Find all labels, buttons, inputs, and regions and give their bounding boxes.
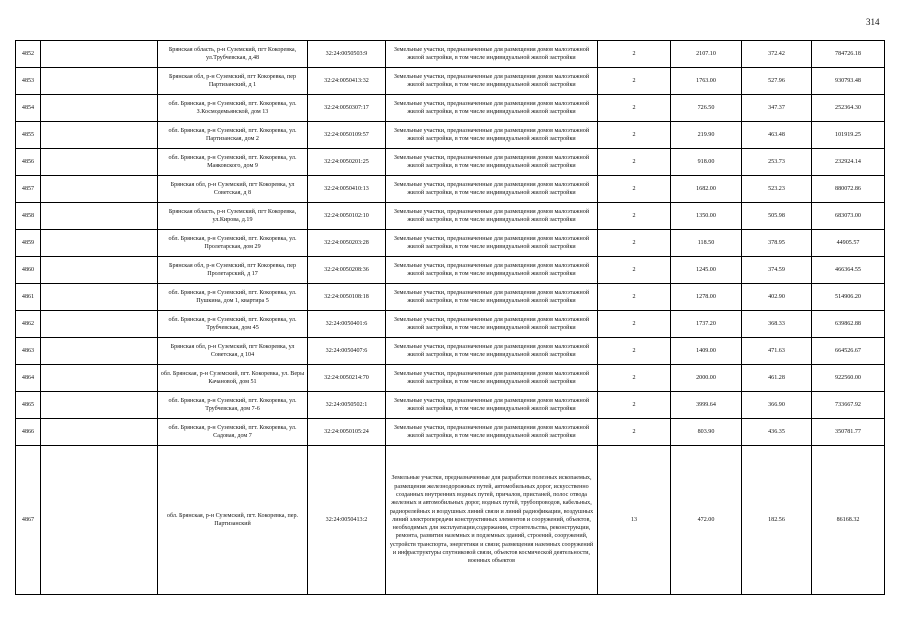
cadastral-number-cell: 32:24:0050102:10 xyxy=(308,203,386,230)
area-cell: 1409.00 xyxy=(671,338,742,365)
group-cell: 2 xyxy=(598,311,671,338)
cadastral-value-cell: 784726.18 xyxy=(812,41,885,68)
blank-cell xyxy=(41,365,158,392)
cadastral-number-cell: 32:24:0050203:28 xyxy=(308,230,386,257)
area-cell: 1245.00 xyxy=(671,257,742,284)
cadastral-value-cell: 252364.30 xyxy=(812,95,885,122)
land-use-cell: Земельные участки, предназначенные для размещения домов малоэтажной жилой застройки, в том числе индивидуальной жилой застройки xyxy=(386,176,598,203)
unit-value-cell: 461.28 xyxy=(742,365,812,392)
land-use-cell: Земельные участки, предназначенные для размещения домов малоэтажной жилой застройки, в том числе индивидуальной жилой застройки xyxy=(386,311,598,338)
cadastral-number-cell: 32:24:0050201:25 xyxy=(308,149,386,176)
area-cell: 2000.00 xyxy=(671,365,742,392)
land-use-cell: Земельные участки, предназначенные для размещения домов малоэтажной жилой застройки, в том числе индивидуальной жилой застройки xyxy=(386,230,598,257)
table-body xyxy=(16,41,885,595)
row-number: 4859 xyxy=(16,230,41,257)
unit-value-cell: 368.33 xyxy=(742,311,812,338)
unit-value-cell: 402.90 xyxy=(742,284,812,311)
table-row xyxy=(16,176,885,203)
table-row xyxy=(16,284,885,311)
blank-cell xyxy=(41,203,158,230)
address-cell: обл. Брянская, р-н Суземский, пгт. Кокоревка, ул. Маяковского, дом 9 xyxy=(158,149,308,176)
land-use-cell: Земельные участки, предназначенные для размещения домов малоэтажной жилой застройки, в том числе индивидуальной жилой застройки xyxy=(386,338,598,365)
cadastral-value-cell: 350781.77 xyxy=(812,419,885,446)
group-cell: 2 xyxy=(598,365,671,392)
group-cell: 2 xyxy=(598,122,671,149)
address-cell: Брянская обл, р-н Суземский, пгт Кокоревка, пер Пролетарский, д 17 xyxy=(158,257,308,284)
table-row xyxy=(16,419,885,446)
table-row xyxy=(16,68,885,95)
group-cell: 2 xyxy=(598,284,671,311)
unit-value-cell: 471.63 xyxy=(742,338,812,365)
cadastral-value-cell: 922560.00 xyxy=(812,365,885,392)
area-cell: 726.50 xyxy=(671,95,742,122)
row-number: 4861 xyxy=(16,284,41,311)
blank-cell xyxy=(41,230,158,257)
group-cell: 2 xyxy=(598,176,671,203)
land-use-cell: Земельные участки, предназначенные для размещения домов малоэтажной жилой застройки, в том числе индивидуальной жилой застройки xyxy=(386,284,598,311)
address-cell: Брянская обл, р-н Суземский, пгт Кокоревка, ул Советская, д 104 xyxy=(158,338,308,365)
cadastral-value-cell: 639862.88 xyxy=(812,311,885,338)
cadastral-number-cell: 32:24:0050407:6 xyxy=(308,338,386,365)
cadastral-number-cell: 32:24:0050307:17 xyxy=(308,95,386,122)
area-cell: 1682.00 xyxy=(671,176,742,203)
group-cell: 2 xyxy=(598,95,671,122)
address-cell: Брянская обл, р-н Суземский, пгт Кокоревка, ул Советская, д 8 xyxy=(158,176,308,203)
group-cell: 2 xyxy=(598,419,671,446)
group-cell: 2 xyxy=(598,338,671,365)
table-row xyxy=(16,95,885,122)
unit-value-cell: 372.42 xyxy=(742,41,812,68)
blank-cell xyxy=(41,149,158,176)
address-cell: обл. Брянская, р-н Суземский, пгт. Кокоревка, пер. Партизанский xyxy=(158,446,308,595)
cadastral-value-cell: 664526.67 xyxy=(812,338,885,365)
area-cell: 219.90 xyxy=(671,122,742,149)
land-use-cell: Земельные участки, предназначенные для размещения домов малоэтажной жилой застройки, в том числе индивидуальной жилой застройки xyxy=(386,419,598,446)
unit-value-cell: 505.98 xyxy=(742,203,812,230)
table-row xyxy=(16,203,885,230)
area-cell: 1737.20 xyxy=(671,311,742,338)
group-cell: 2 xyxy=(598,41,671,68)
blank-cell xyxy=(41,176,158,203)
unit-value-cell: 378.95 xyxy=(742,230,812,257)
group-cell: 2 xyxy=(598,203,671,230)
cadastral-value-cell: 514906.20 xyxy=(812,284,885,311)
area-cell: 1763.00 xyxy=(671,68,742,95)
address-cell: Брянская обл, р-н Суземский, пгт Кокоревка, пер Партизанский, д 1 xyxy=(158,68,308,95)
land-use-cell: Земельные участки, предназначенные для размещения домов малоэтажной жилой застройки, в том числе индивидуальной жилой застройки xyxy=(386,149,598,176)
unit-value-cell: 347.37 xyxy=(742,95,812,122)
row-number: 4867 xyxy=(16,446,41,595)
group-cell: 2 xyxy=(598,392,671,419)
cadastral-number-cell: 32:24:0050105:24 xyxy=(308,419,386,446)
group-cell: 2 xyxy=(598,257,671,284)
table-row xyxy=(16,365,885,392)
table-row xyxy=(16,41,885,68)
area-cell: 472.00 xyxy=(671,446,742,595)
blank-cell xyxy=(41,95,158,122)
cadastral-value-cell: 44905.57 xyxy=(812,230,885,257)
area-cell: 3999.64 xyxy=(671,392,742,419)
row-number: 4852 xyxy=(16,41,41,68)
address-cell: обл. Брянская, р-н Суземский, пгт. Кокоревка, ул. Веры Качановой, дом 51 xyxy=(158,365,308,392)
land-use-cell: Земельные участки, предназначенные для размещения домов малоэтажной жилой застройки, в том числе индивидуальной жилой застройки xyxy=(386,392,598,419)
row-number: 4856 xyxy=(16,149,41,176)
group-cell: 2 xyxy=(598,68,671,95)
land-use-cell: Земельные участки, предназначенные для размещения домов малоэтажной жилой застройки, в том числе индивидуальной жилой застройки xyxy=(386,365,598,392)
cadastral-number-cell: 32:24:0050108:18 xyxy=(308,284,386,311)
cadastral-value-cell: 930793.48 xyxy=(812,68,885,95)
blank-cell xyxy=(41,68,158,95)
land-use-cell: Земельные участки, предназначенные для размещения домов малоэтажной жилой застройки, в том числе индивидуальной жилой застройки xyxy=(386,41,598,68)
group-cell: 2 xyxy=(598,149,671,176)
address-cell: обл. Брянская, р-н Суземский, пгт. Кокоревка, ул. З.Космодемьянской, дом 13 xyxy=(158,95,308,122)
table-row xyxy=(16,149,885,176)
table-row xyxy=(16,338,885,365)
unit-value-cell: 523.23 xyxy=(742,176,812,203)
group-cell: 2 xyxy=(598,230,671,257)
row-number: 4854 xyxy=(16,95,41,122)
unit-value-cell: 374.59 xyxy=(742,257,812,284)
cadastral-value-cell: 101919.25 xyxy=(812,122,885,149)
row-number: 4858 xyxy=(16,203,41,230)
unit-value-cell: 182.56 xyxy=(742,446,812,595)
cadastral-number-cell: 32:24:0050109:57 xyxy=(308,122,386,149)
cadastral-value-cell: 733667.92 xyxy=(812,392,885,419)
cadastral-value-cell: 86168.32 xyxy=(812,446,885,595)
area-cell: 918.00 xyxy=(671,149,742,176)
address-cell: Брянская область, р-н Суземский, пгт Кокоревка, ул.Кирова, д.19 xyxy=(158,203,308,230)
blank-cell xyxy=(41,392,158,419)
cadastral-number-cell: 32:24:0050214:70 xyxy=(308,365,386,392)
land-use-cell: Земельные участки, предназначенные для размещения домов малоэтажной жилой застройки, в том числе индивидуальной жилой застройки xyxy=(386,203,598,230)
address-cell: обл. Брянская, р-н Суземский, пгт. Кокоревка, ул. Садовая, дом 7 xyxy=(158,419,308,446)
blank-cell xyxy=(41,446,158,595)
unit-value-cell: 253.73 xyxy=(742,149,812,176)
area-cell: 803.90 xyxy=(671,419,742,446)
land-use-cell: Земельные участки, предназначенные для размещения домов малоэтажной жилой застройки, в том числе индивидуальной жилой застройки xyxy=(386,257,598,284)
cadastral-value-cell: 683073.00 xyxy=(812,203,885,230)
group-cell: 13 xyxy=(598,446,671,595)
area-cell: 1350.00 xyxy=(671,203,742,230)
land-use-cell: Земельные участки, предназначенные для разработки полезных ископаемых, размещения железнодорожных путей, автомобильных дорог, искусственно созданных внутренних водных путей, причалов, пристаней, полос отвода железных и автомобильных дорог, водных путей, трубопроводов, кабельных, радиорелейных и воздушных линий связи и линий радиофикации, воздушных линий электропередачи конструктивных элементов и сооружений, объектов, необходимых для эксплуатации,содержания, строительства, реконструкции, ремонта, развития наземных и подземных зданий, строений, сооружений, устройств транспорта, энергетики и связи; размещения наземных сооружений и инфраструктуры спутниковой связи, объектов космической деятельности, военных объектов xyxy=(386,446,598,595)
row-number: 4864 xyxy=(16,365,41,392)
unit-value-cell: 463.48 xyxy=(742,122,812,149)
cadastral-number-cell: 32:24:0050413:2 xyxy=(308,446,386,595)
blank-cell xyxy=(41,419,158,446)
blank-cell xyxy=(41,311,158,338)
land-registry-table xyxy=(15,40,885,595)
cadastral-number-cell: 32:24:0050502:1 xyxy=(308,392,386,419)
row-number: 4853 xyxy=(16,68,41,95)
table-row xyxy=(16,446,885,595)
address-cell: обл. Брянская, р-н Суземский, пгт. Кокоревка, ул. Трубчевская, дом 45 xyxy=(158,311,308,338)
blank-cell xyxy=(41,338,158,365)
blank-cell xyxy=(41,284,158,311)
row-number: 4866 xyxy=(16,419,41,446)
area-cell: 2107.10 xyxy=(671,41,742,68)
area-cell: 1278.00 xyxy=(671,284,742,311)
blank-cell xyxy=(41,41,158,68)
table-row xyxy=(16,257,885,284)
row-number: 4863 xyxy=(16,338,41,365)
cadastral-value-cell: 880072.86 xyxy=(812,176,885,203)
address-cell: обл. Брянская, р-н Суземский, пгт. Кокоревка, ул. Партизанская, дом 2 xyxy=(158,122,308,149)
row-number: 4865 xyxy=(16,392,41,419)
address-cell: обл. Брянская, р-н Суземский, пгт. Кокоревка, ул. Пушкина, дом 1, квартира 5 xyxy=(158,284,308,311)
address-cell: обл. Брянская, р-н Суземский, пгт. Кокоревка, ул. Трубчевская, дом 7-6 xyxy=(158,392,308,419)
area-cell: 118.50 xyxy=(671,230,742,257)
unit-value-cell: 366.90 xyxy=(742,392,812,419)
table-row xyxy=(16,311,885,338)
blank-cell xyxy=(41,257,158,284)
cadastral-number-cell: 32:24:0050401:6 xyxy=(308,311,386,338)
unit-value-cell: 436.35 xyxy=(742,419,812,446)
address-cell: обл. Брянская, р-н Суземский, пгт. Кокоревка, ул. Пролетарская, дом 29 xyxy=(158,230,308,257)
land-use-cell: Земельные участки, предназначенные для размещения домов малоэтажной жилой застройки, в том числе индивидуальной жилой застройки xyxy=(386,68,598,95)
land-use-cell: Земельные участки, предназначенные для размещения домов малоэтажной жилой застройки, в том числе индивидуальной жилой застройки xyxy=(386,95,598,122)
row-number: 4857 xyxy=(16,176,41,203)
cadastral-value-cell: 232924.14 xyxy=(812,149,885,176)
table-row xyxy=(16,230,885,257)
cadastral-value-cell: 466364.55 xyxy=(812,257,885,284)
cadastral-number-cell: 32:24:0050503:9 xyxy=(308,41,386,68)
row-number: 4860 xyxy=(16,257,41,284)
unit-value-cell: 527.96 xyxy=(742,68,812,95)
table-row xyxy=(16,122,885,149)
row-number: 4862 xyxy=(16,311,41,338)
cadastral-number-cell: 32:24:0050413:32 xyxy=(308,68,386,95)
blank-cell xyxy=(41,122,158,149)
table-row xyxy=(16,392,885,419)
page-number: 314 xyxy=(866,17,880,27)
land-use-cell: Земельные участки, предназначенные для размещения домов малоэтажной жилой застройки, в том числе индивидуальной жилой застройки xyxy=(386,122,598,149)
address-cell: Брянская область, р-н Суземский, пгт Кокоревка, ул.Трубчевская, д.48 xyxy=(158,41,308,68)
cadastral-number-cell: 32:24:0050208:36 xyxy=(308,257,386,284)
cadastral-number-cell: 32:24:0050410:13 xyxy=(308,176,386,203)
row-number: 4855 xyxy=(16,122,41,149)
